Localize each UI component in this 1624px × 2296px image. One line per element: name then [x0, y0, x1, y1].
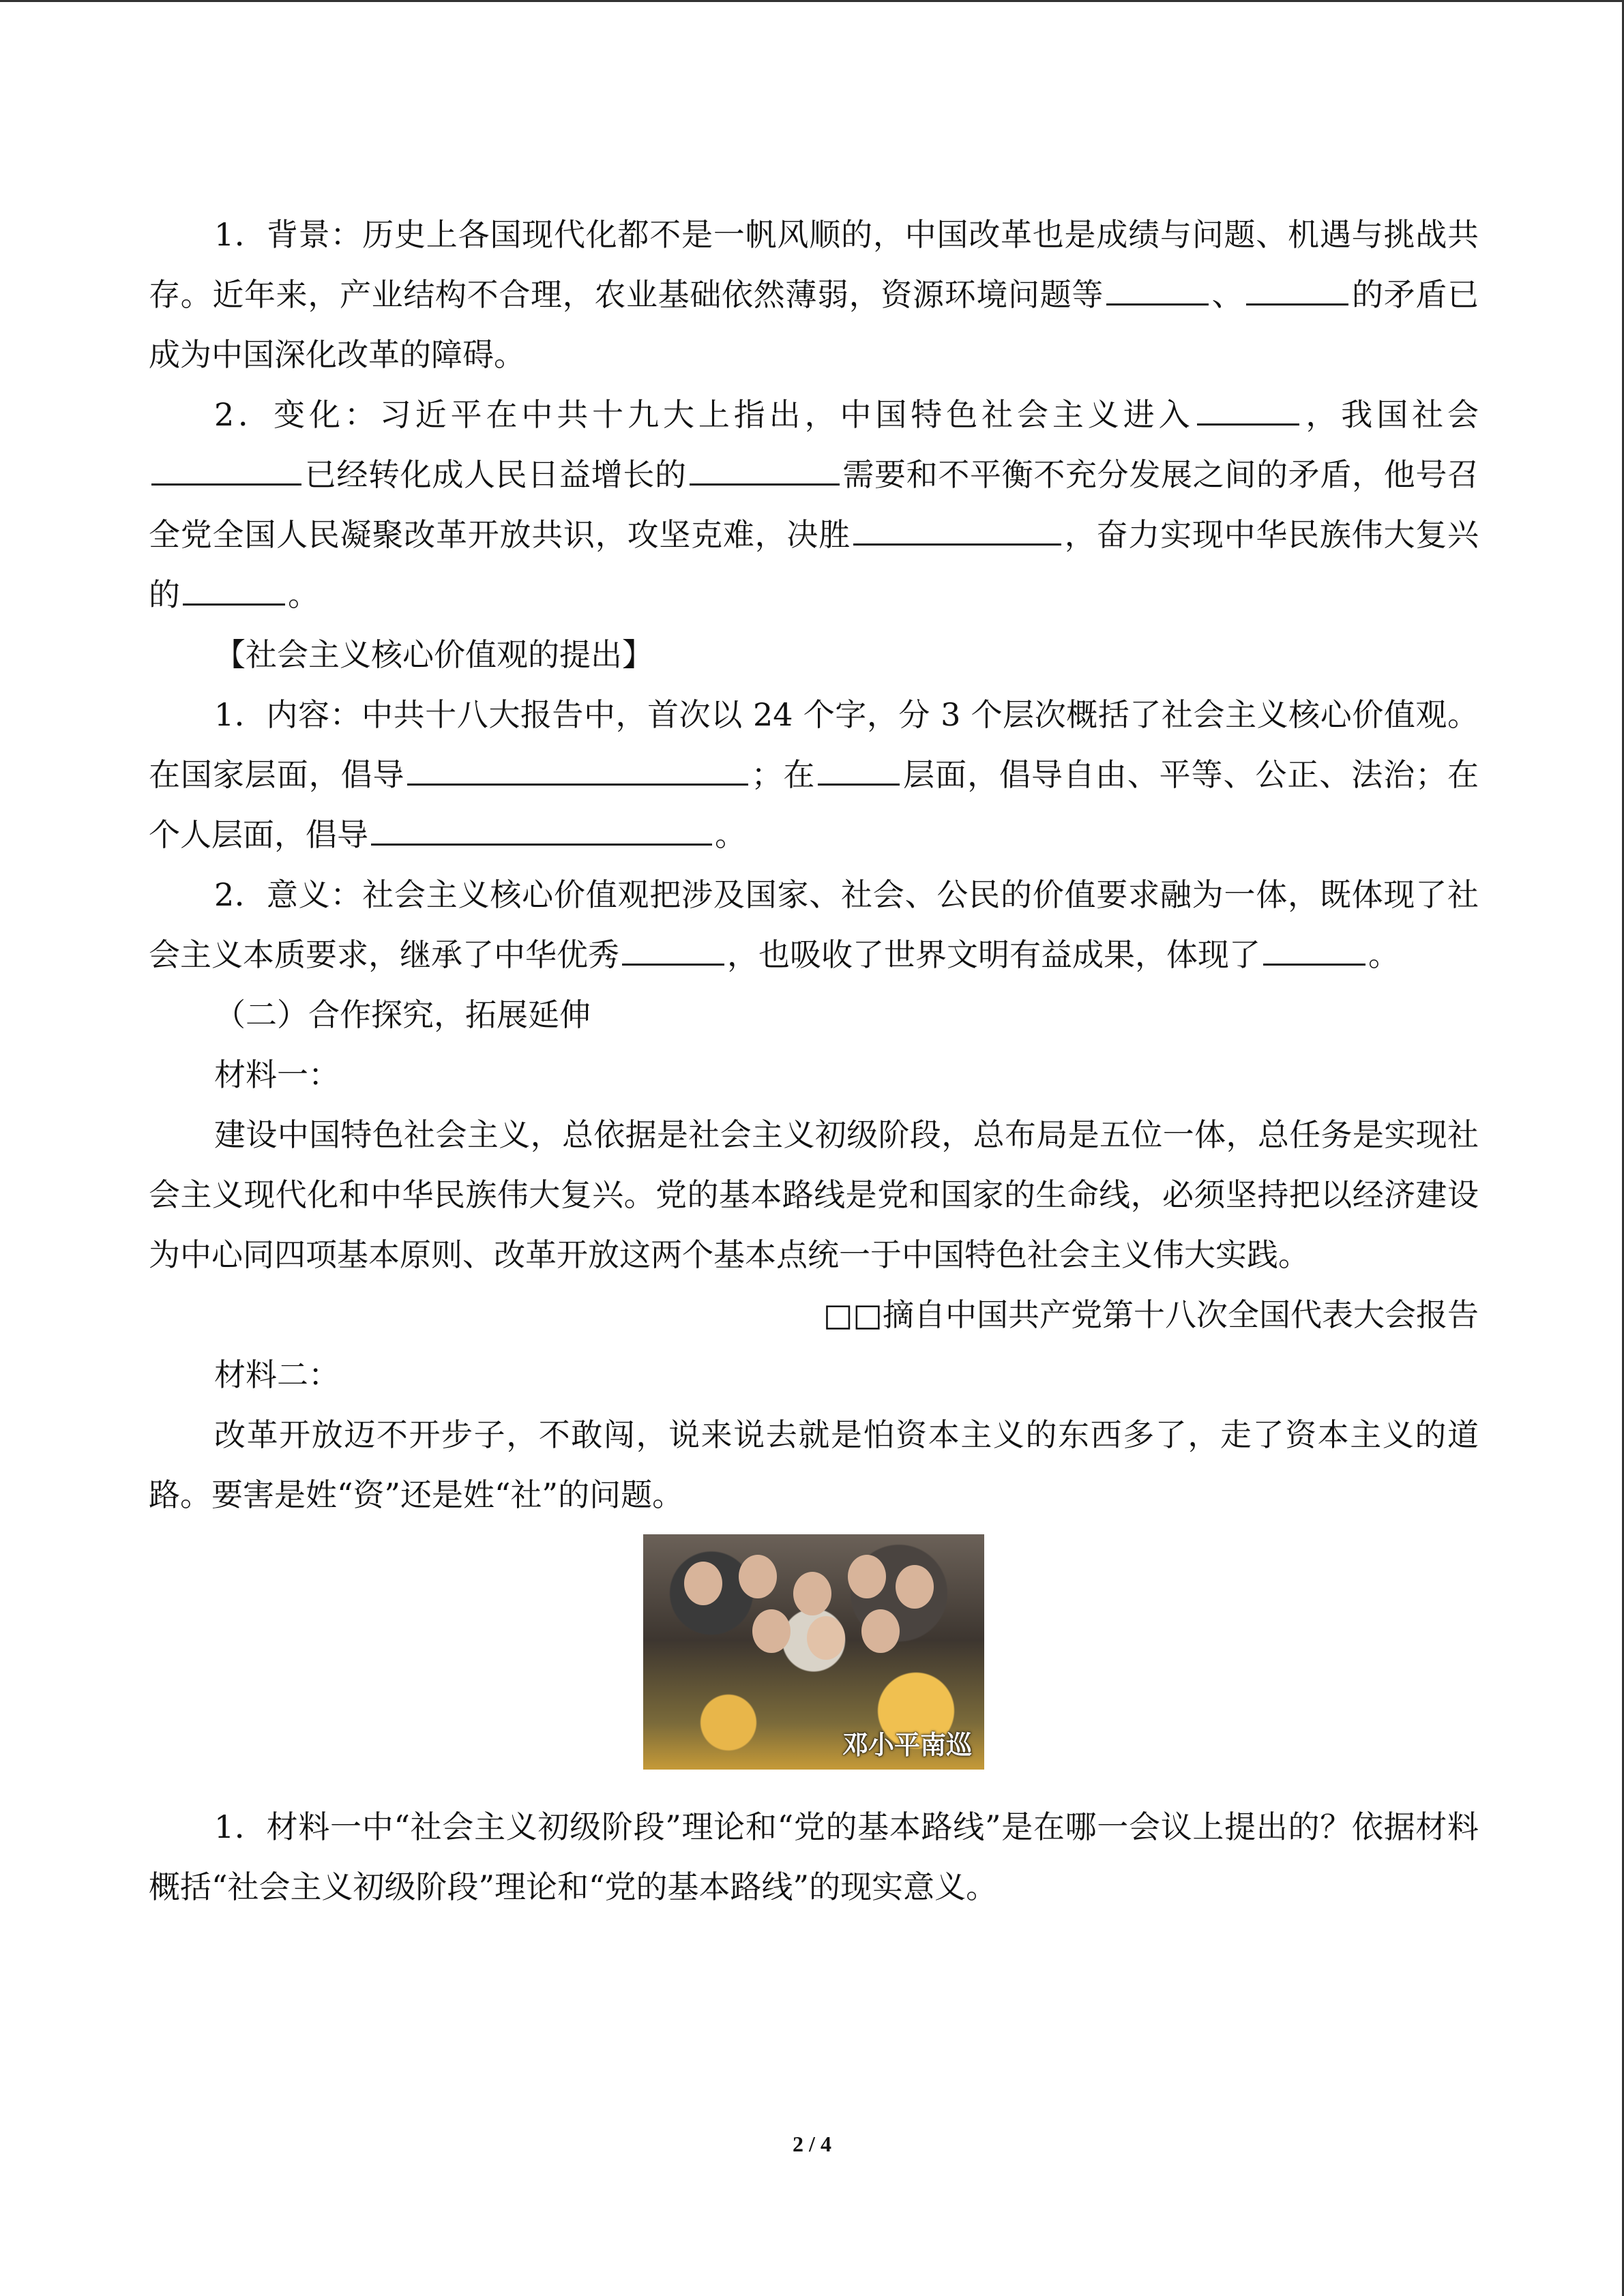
paragraph-text: 。 [715, 816, 746, 853]
fill-blank[interactable] [151, 455, 301, 486]
fill-blank[interactable] [853, 515, 1061, 546]
paragraph-text: 1．内容：中共十八大报告中，首次以 24 个字，分 3 个层次概括了社会主义核心价值观。在国家层面，倡导 [149, 696, 1479, 793]
fill-blank[interactable] [371, 815, 712, 846]
material-2-text: 改革开放迈不开步子，不敢闯，说来说去就是怕资本主义的东西多了，走了资本主义的道路。要害是姓“资”还是姓“社”的问题。 [149, 1416, 1479, 1513]
separator: 、 [1211, 276, 1244, 313]
paragraph-text: ，我国社会 [1301, 396, 1479, 433]
background-paragraph-2 [149, 385, 1479, 625]
fill-blank[interactable] [690, 455, 840, 486]
explore-heading: （二）合作探究，拓展延伸 [214, 996, 591, 1033]
paragraph-text: 已经转化成人民日益增长的 [304, 456, 687, 493]
paragraph-text: 习近平在中共十九大上指出，中国特色社会主义进入 [379, 396, 1194, 433]
core-values-paragraph-1 [149, 685, 1479, 865]
paragraph-text: 层面，倡导自由、平等、公正、法治；在个人层面，倡导 [149, 756, 1479, 853]
paragraph-text: 。 [288, 576, 319, 613]
paragraph-text: ；在 [751, 756, 816, 793]
material-1-text: 建设中国特色社会主义，总依据是社会主义初级阶段，总布局是五位一体，总任务是实现社会主义现代化和中华民族伟大复兴。党的基本路线是党和国家的生命线，必须坚持把以经济建设为中心同四项基本原则、改革开放这两个基本点统一于中国特色社会主义伟大实践。 [149, 1116, 1479, 1273]
background-paragraph-1 [149, 205, 1479, 385]
fill-blank[interactable] [1246, 275, 1348, 305]
fill-blank[interactable] [622, 935, 724, 966]
paragraph-text: 。 [1368, 936, 1400, 973]
top-border [0, 0, 1624, 2]
fill-blank[interactable] [818, 755, 900, 786]
paragraph-text: 的矛盾已成为中国深化改革的障碍。 [149, 276, 1479, 373]
paragraph-text: 历史上各国现代化都不是一帆风顺的，中国改革也是成绩与问题、机遇与挑战共存。近年来，产业结构不合理，农业基础依然薄弱，资源环境问题等 [149, 216, 1479, 313]
page-number: 2 / 4 [793, 2132, 831, 2156]
photo-caption: 邓小平南巡 [842, 1730, 972, 1760]
section-heading: 【社会主义核心价值观的提出】 [214, 636, 653, 673]
material-1-source: □□摘自中国共产党第十八次全国代表大会报告 [823, 1296, 1479, 1333]
paragraph-text: 2．意义：社会主义核心价值观把涉及国家、社会、公民的价值要求融为一体，既体现了社会主义本质要求，继承了中华优秀 [149, 876, 1479, 973]
item-label: 1．背景： [214, 216, 363, 253]
paragraph-text: ，奋力实现中华民族伟大复兴的 [149, 516, 1479, 613]
fill-blank[interactable] [1263, 935, 1365, 966]
paragraph-text: ，也吸收了世界文明有益成果，体现了 [727, 936, 1260, 973]
fill-blank[interactable] [407, 755, 748, 786]
paragraph-text: 需要和不平衡不充分发展之间的矛盾，他号召全党全国人民凝聚改革开放共识，攻坚克难，决胜 [149, 456, 1479, 553]
material-2-label: 材料二： [214, 1356, 340, 1393]
fill-blank[interactable] [1197, 395, 1299, 426]
material-1-label: 材料一： [214, 1056, 340, 1093]
question-1: 1．材料一中“社会主义初级阶段”理论和“党的基本路线”是在哪一会议上提出的？依据材料概括“社会主义初级阶段”理论和“党的基本路线”的现实意义。 [149, 1808, 1479, 1905]
core-values-paragraph-2 [149, 865, 1479, 985]
fill-blank[interactable] [183, 575, 285, 606]
deng-southern-tour-photo [643, 1534, 984, 1770]
fill-blank[interactable] [1106, 275, 1209, 305]
document-body [149, 205, 1479, 1917]
item-label: 2．变化： [214, 396, 380, 433]
